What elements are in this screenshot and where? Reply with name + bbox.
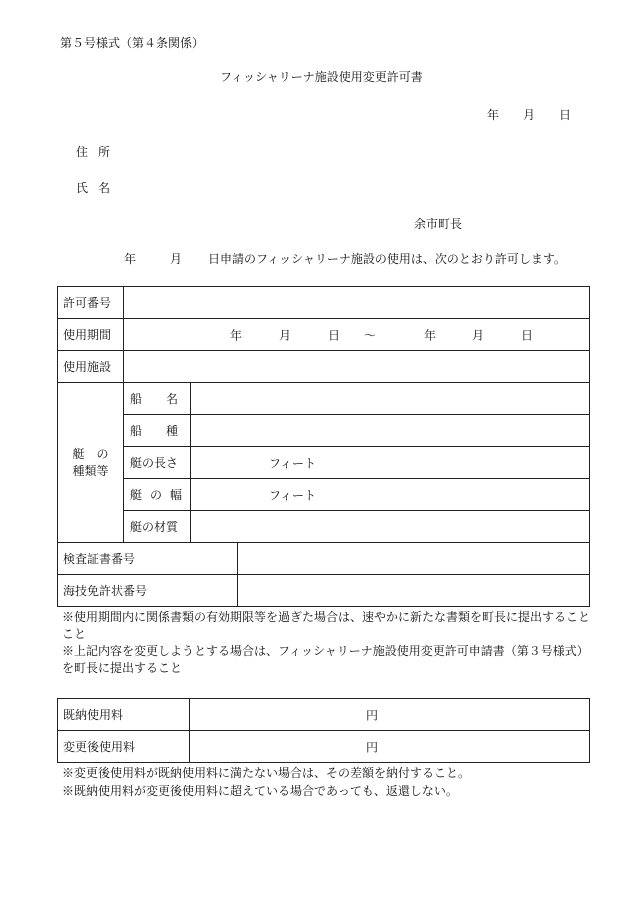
boat-material-label: 艇の材質: [124, 511, 191, 543]
boat-name-value: [191, 383, 590, 415]
boat-length-label: 艇の長さ: [124, 447, 191, 479]
facility-label: 使用施設: [58, 351, 124, 383]
issuer: 余市町長: [414, 217, 463, 231]
date-day: 日: [559, 108, 572, 122]
boat-material-value: [191, 511, 590, 543]
note-change: ※上記内容を変更しようとする場合は、フィッシャリーナ施設使用変更許可申請書（第３号様式）: [62, 644, 589, 658]
note-change-cont: を町長に提出すること: [62, 661, 183, 675]
date-month: 月: [523, 108, 536, 122]
paid-fee-label: 既納使用料: [58, 699, 190, 731]
inspection-cert-label: 検査証書番号: [58, 543, 238, 575]
permit-table: [57, 286, 590, 607]
document-title: フィッシャリーナ施設使用変更許可書: [220, 70, 423, 84]
marine-license-label: 海技免許状番号: [58, 575, 238, 607]
new-fee-label: 変更後使用料: [58, 731, 190, 763]
note-shortfall: ※変更後使用料が既納使用料に満たない場合は、その差額を納付すること。: [62, 766, 471, 780]
boat-group-label: 艇 の 種類等: [58, 383, 124, 543]
date-year: 年: [487, 108, 500, 122]
name-label: 氏 名: [76, 181, 111, 195]
boat-width-label: 艇 の 幅: [124, 479, 191, 511]
note-no-refund: ※既納使用料が変更後使用料に超えている場合であっても、返還しない。: [62, 784, 458, 798]
boat-type-value: [191, 415, 590, 447]
permit-number-label: 許可番号: [58, 287, 124, 319]
boat-type-label: 船 種: [124, 415, 191, 447]
fee-table: [57, 698, 590, 763]
boat-width-value: フィート: [191, 479, 590, 511]
facility-value: [124, 351, 590, 383]
period-value: 年 月 日 ～ 年 月 日: [124, 319, 590, 351]
inspection-cert-value: [238, 543, 590, 575]
note-validity-cont: こと: [62, 627, 87, 641]
marine-license-value: [238, 575, 590, 607]
intro-sentence: 年 月 日申請のフィッシャリーナ施設の使用は、次のとおり許可します。: [124, 252, 566, 266]
boat-name-label: 船 名: [124, 383, 191, 415]
new-fee-value: 円: [190, 731, 590, 763]
period-label: 使用期間: [58, 319, 124, 351]
boat-length-value: フィート: [191, 447, 590, 479]
form-number: 第５号様式（第４条関係）: [60, 36, 205, 50]
note-validity: ※使用期間内に関係書類の有効期限等を過ぎた場合は、速やかに新たな書類を町長に提出すること: [62, 610, 591, 624]
address-label: 住 所: [76, 145, 111, 159]
permit-number-value: [124, 287, 590, 319]
paid-fee-value: 円: [190, 699, 590, 731]
